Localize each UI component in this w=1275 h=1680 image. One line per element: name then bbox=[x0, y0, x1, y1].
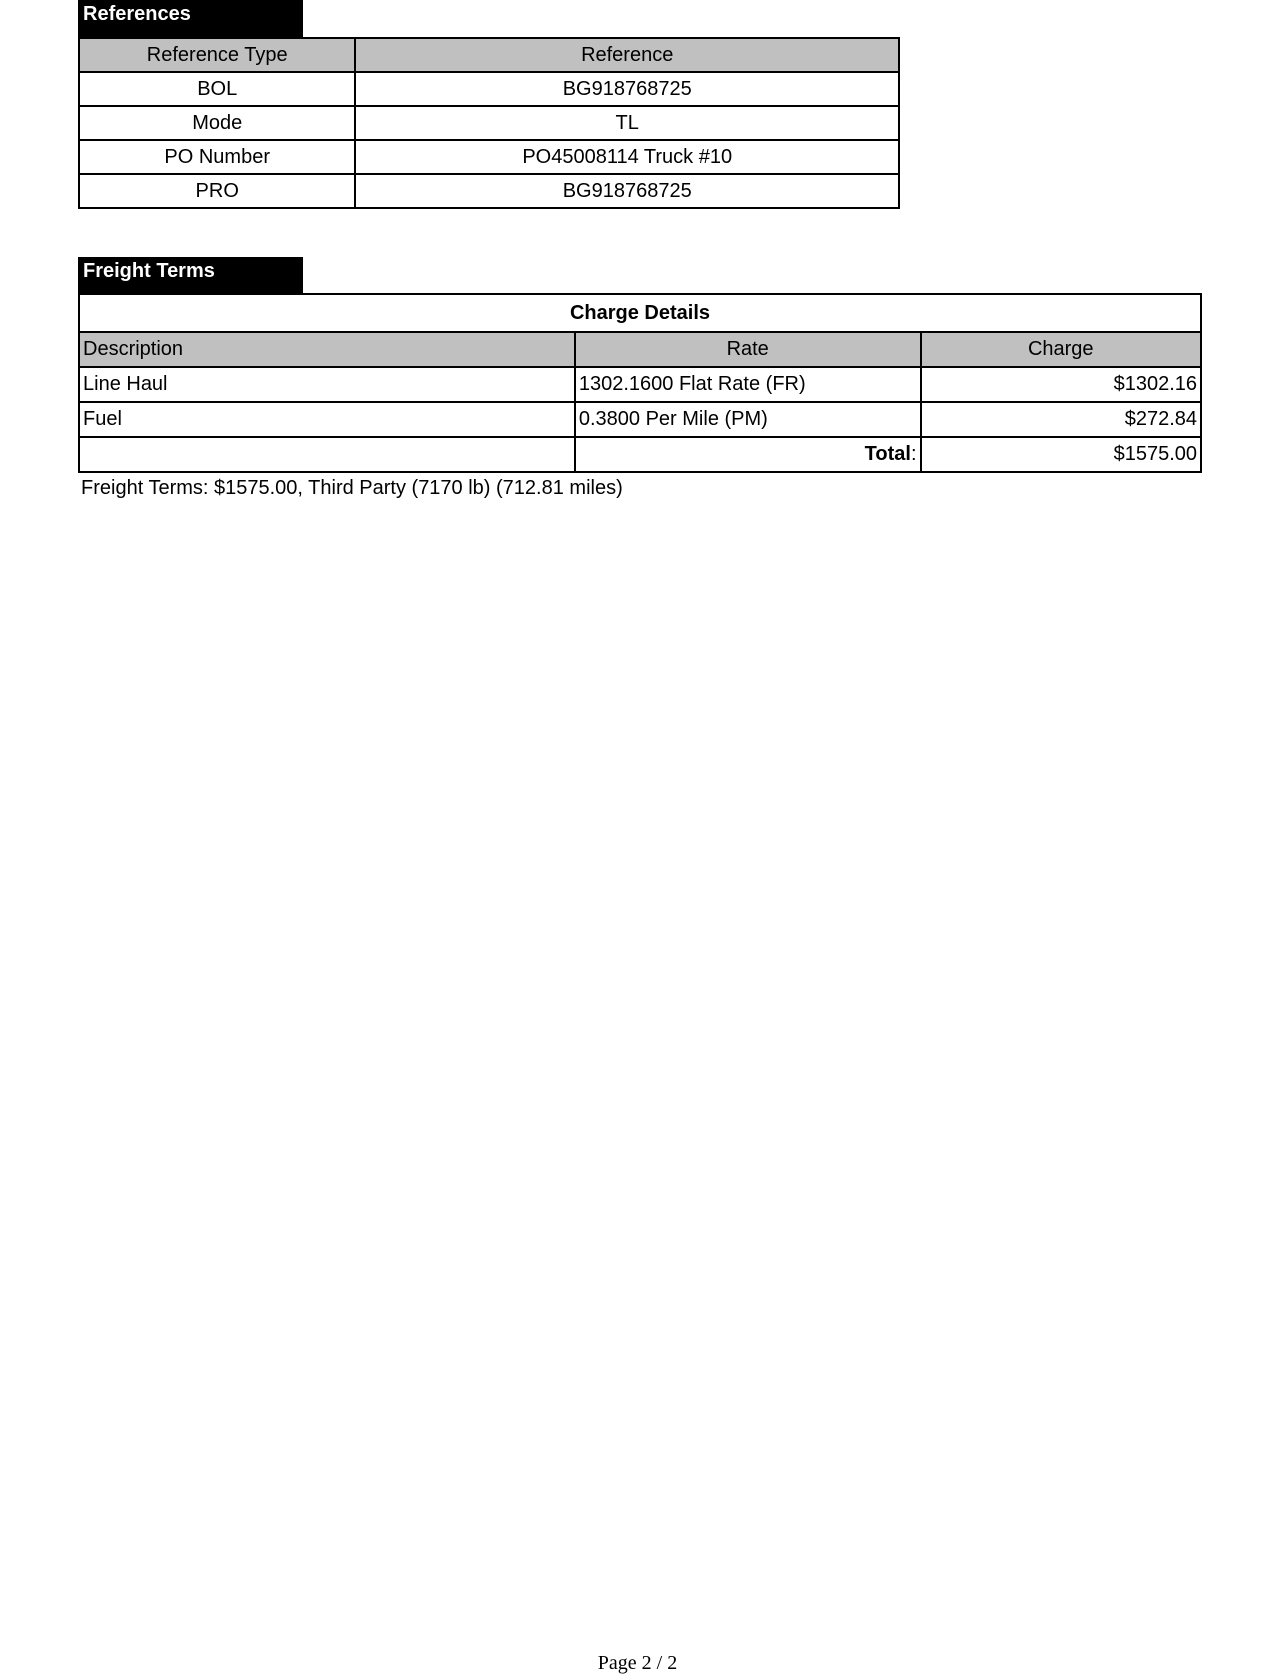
table-row bbox=[79, 72, 899, 106]
total-row bbox=[79, 437, 1201, 472]
total-label: Total bbox=[864, 443, 911, 465]
rate-cell: 0.3800 Per Mile (PM) bbox=[575, 402, 921, 437]
total-value-cell: $1575.00 bbox=[921, 437, 1201, 472]
table-row bbox=[79, 367, 1201, 402]
references-header-row bbox=[79, 38, 899, 72]
total-label-cell bbox=[575, 437, 921, 472]
column-header-rate: Rate bbox=[575, 332, 921, 367]
reference-value-cell: PO45008114 Truck #10 bbox=[355, 140, 899, 174]
table-row bbox=[79, 402, 1201, 437]
table-row bbox=[79, 106, 899, 140]
references-table bbox=[78, 37, 900, 209]
reference-type-cell: BOL bbox=[79, 72, 355, 106]
reference-type-cell: PO Number bbox=[79, 140, 355, 174]
references-header: References bbox=[78, 0, 303, 37]
description-cell: Fuel bbox=[79, 402, 575, 437]
reference-value-cell: TL bbox=[355, 106, 899, 140]
reference-type-cell: Mode bbox=[79, 106, 355, 140]
charge-cell: $272.84 bbox=[921, 402, 1201, 437]
charge-details-title-row bbox=[79, 294, 1201, 332]
charge-cell: $1302.16 bbox=[921, 367, 1201, 402]
rate-cell: 1302.1600 Flat Rate (FR) bbox=[575, 367, 921, 402]
freight-terms-summary: Freight Terms: $1575.00, Third Party (7170 lb) (712.81 miles) bbox=[81, 477, 623, 499]
charge-header-row bbox=[79, 332, 1201, 367]
total-colon: : bbox=[910, 443, 917, 465]
empty-cell bbox=[79, 437, 575, 472]
column-header-charge: Charge bbox=[921, 332, 1201, 367]
column-header-description: Description bbox=[79, 332, 575, 367]
reference-value-cell: BG918768725 bbox=[355, 174, 899, 208]
table-row bbox=[79, 140, 899, 174]
column-header-reference-type: Reference Type bbox=[79, 38, 355, 72]
column-header-reference: Reference bbox=[355, 38, 899, 72]
freight-terms-header: Freight Terms bbox=[78, 257, 303, 293]
table-row bbox=[79, 174, 899, 208]
page-number: Page 2 / 2 bbox=[597, 1652, 678, 1674]
charge-details-title: Charge Details bbox=[79, 294, 1201, 332]
reference-value-cell: BG918768725 bbox=[355, 72, 899, 106]
reference-type-cell: PRO bbox=[79, 174, 355, 208]
description-cell: Line Haul bbox=[79, 367, 575, 402]
charge-details-table bbox=[78, 293, 1202, 473]
